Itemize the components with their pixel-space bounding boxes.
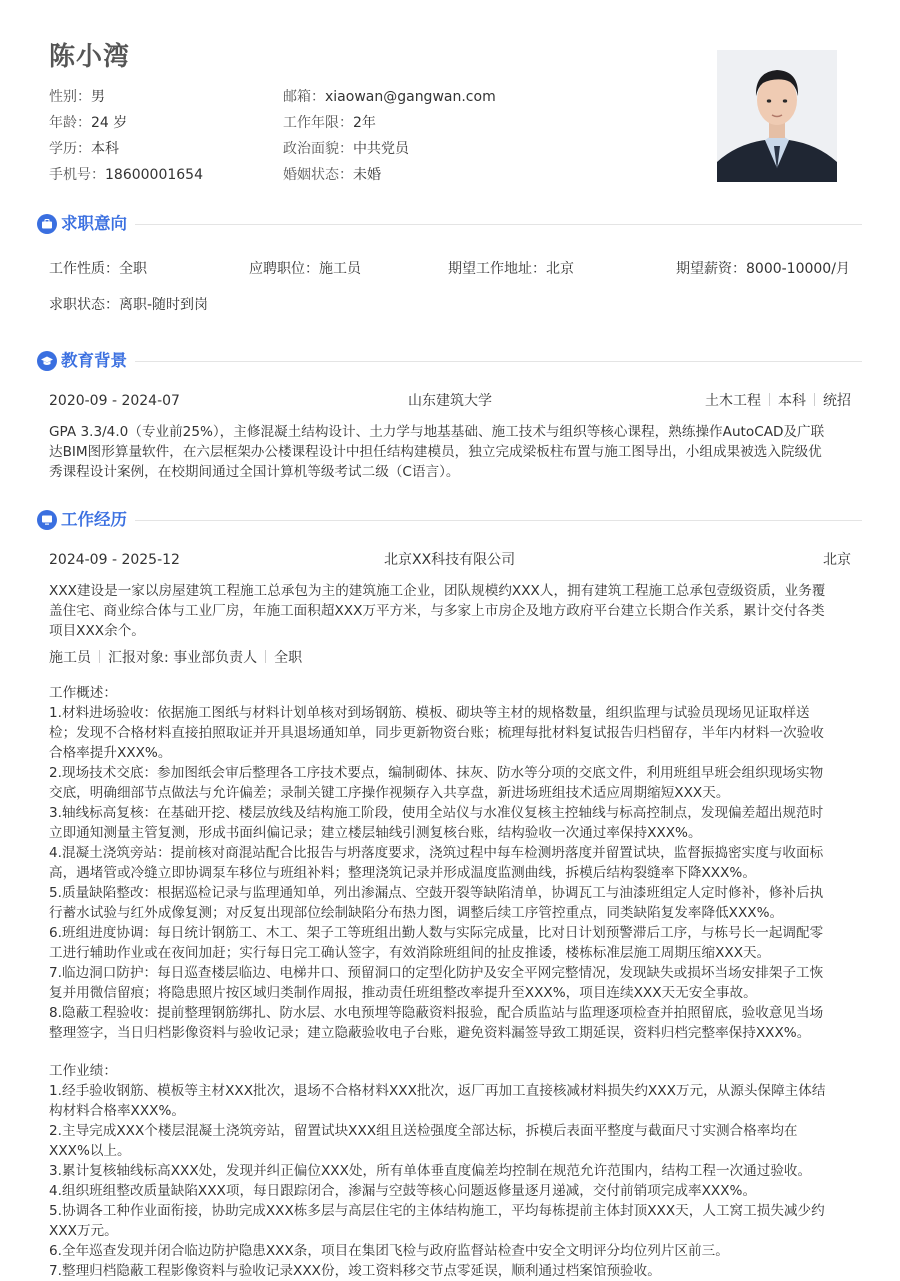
section-title-experience: 工作经历: [61, 510, 127, 529]
info-political-status: 政治面貌：中共党员: [283, 141, 409, 157]
section-divider: [135, 361, 862, 362]
work-duties: 工作概述： 1.材料进场验收：依据施工图纸与材料计划单核对到场钢筋、模板、砌块等主材的规格数量，组织监理与试验员现场见证取样送 检；发现不合格材料直接拍照取证并开具退场通知单，同步更新物资台账；梳理每批材料复试报告归档留存，半年内材料一次验收 合格率提升XXX%。 2.现场技术交底：参加图纸会审后整理各工序技术要点，编制砌体、抹灰、防水等分项的交底文件，利用班组早班会组织现场实物 交底，明确细部节点做法与允许偏差；录制关键工序操作视频存入共享盘，新进场班组技术适应周期缩短XXX天。 3.轴线标高复核：在基础开挖、楼层放线及结构施工阶段，使用全站仪与水准仪复核主控轴线与标高控制点，发现偏差超出规范时 立即通知测量主管复测，形成书面纠偏记录；建立楼层轴线引测复核台账，结构验收一次通过率保持XXX%。 4.混凝土浇筑旁站：提前核对商混站配合比报告与坍落度要求，浇筑过程中每车检测坍落度并留置试块，监督振捣密实度与收面标 高，遇堵管或冷缝立即协调泵车移位与班组补料；整理浇筑记录并形成温度监测曲线，拆模后结构裂缝率下降XXX%。 5.质量缺陷整改：根据巡检记录与监理通知单，列出渗漏点、空鼓开裂等缺陷清单，协调瓦工与油漆班组定人定时修补，修补后执 行蓄水试验与红外成像复测；对反复出现部位绘制缺陷分布热力图，调整后续工序管控重点，同类缺陷复发率降低XXX%。 6.班组进度协调：每日统计钢筋工、木工、架子工等班组出勤人数与实际完成量，比对日计划预警滞后工序，与栋号长一起调配零 工进行辅助作业或在夜间加赶；实行每日完工确认签字，有效消除班组间的扯皮推诿，楼栋标准层施工周期压缩XXX天。 7.临边洞口防护：每日巡查楼层临边、电梯井口、预留洞口的定型化防护及安全平网完整情况，发现缺失或损坏当场安排架子工恢 复并用微信留痕；将隐患照片按区域归类制作周报，推动责任班组整改率提升至XXX%，项目连续XXX天无安全事故。 8.隐蔽工程验收：提前整理钢筋绑扎、防水层、水电预埋等隐蔽资料报验，配合质监站与监理逐项检查并拍照留底，验收意见当场 整理签字，当日归档影像资料与验收记录；建立隐蔽验收电子台账，避免资料漏签导致工期延误，资料归档完整率保持XXX%。: [49, 685, 824, 1041]
section-header-intention: [37, 212, 862, 236]
education-type: 统招: [823, 393, 851, 409]
experience-meta: [49, 648, 302, 668]
experience-report-to: 汇报对象: 事业部负责人: [108, 650, 258, 666]
divider: [99, 650, 100, 663]
divider: [814, 393, 815, 406]
monitor-icon: [37, 510, 57, 530]
info-gender: 性别：男: [49, 89, 105, 105]
experience-period: 2024-09 - 2025-12: [49, 552, 180, 568]
info-email: 邮箱：xiaowan@gangwan.com: [283, 89, 496, 105]
section-divider: [135, 520, 862, 521]
company-description: XXX建设是一家以房屋建筑工程施工总承包为主的建筑施工企业，团队规模约XXX人，拥有建筑工程施工总承包壹级资质，业务覆 盖住宅、商业综合体与工业厂房，年施工面积超XXX万平方米，与多家上市房企及地方政府平台建立长期合作关系，累计交付各类 项目XXX余个。: [49, 583, 826, 639]
section-divider: [135, 224, 862, 225]
education-school: 山东建筑大学: [408, 393, 492, 409]
education-degree: 本科: [778, 393, 806, 409]
info-age: 年龄：24 岁: [49, 115, 128, 131]
education-description: GPA 3.3/4.0（专业前25%），主修混凝土结构设计、土力学与地基基础、施工技术与组织等核心课程，熟练操作AutoCAD及广联 达BIM图形算量软件，在六层框架办公楼课程设计中担任结构建模员，独立完成梁板柱布置与施工图导出，小组成果被选入院级优 秀课程设计案例，在校期间通过全国计算机等级考试二级（C语言）。: [49, 424, 825, 480]
experience-city: 北京: [823, 552, 851, 568]
graduation-cap-icon: [37, 351, 57, 371]
intention-status: 求职状态：离职-随时到岗: [49, 297, 209, 313]
section-header-experience: [37, 508, 862, 532]
intention-location: 期望工作地址：北京: [448, 261, 574, 277]
work-achievements: 工作业绩： 1.经手验收钢筋、模板等主材XXX批次，退场不合格材料XXX批次，返厂再加工直接核减材料损失约XXX万元，从源头保障主体结 构材料合格率XXX%。 2.主导完成XXX个楼层混凝土浇筑旁站，留置试块XXX组且送检强度全部达标，拆模后表面平整度与截面尺寸实测合格率均在 XXX%以上。 3.累计复核轴线标高XXX处，发现并纠正偏位XXX处，所有单体垂直度偏差均控制在规范允许范围内，结构工程一次通过验收。 4.组织班组整改质量缺陷XXX项，每日跟踪闭合，渗漏与空鼓等核心问题返修量逐月递减，交付前销项完成率XXX%。 5.协调各工种作业面衔接，协助完成XXX栋多层与高层住宅的主体结构施工，平均每栋提前主体封顶XXX天，人工窝工损失减少约 XXX万元。 6.全年巡查发现并闭合临边防护隐患XXX条，项目在集团飞检与政府监督站检查中安全文明评分均位列片区前三。 7.整理归档隐蔽工程影像资料与验收记录XXX份，竣工资料移交节点零延误，顺利通过档案馆预验收。: [49, 1063, 826, 1279]
section-title-intention: 求职意向: [61, 214, 127, 233]
section-title-education: 教育背景: [61, 351, 127, 370]
intention-salary: 期望薪资：8000-10000/月: [676, 261, 850, 277]
info-work-years: 工作年限：2年: [283, 115, 376, 131]
profile-photo: [717, 50, 837, 182]
intention-position: 应聘职位：施工员: [249, 261, 361, 277]
education-major: 土木工程: [705, 393, 761, 409]
portrait-image: [717, 50, 837, 182]
experience-company: 北京XX科技有限公司: [384, 552, 516, 568]
divider: [265, 650, 266, 663]
experience-role: 施工员: [49, 650, 91, 666]
info-phone: 手机号：18600001654: [49, 167, 203, 183]
education-meta: [705, 391, 851, 411]
candidate-name: 陈小湾: [49, 42, 131, 72]
info-marital-status: 婚姻状态：未婚: [283, 167, 381, 183]
experience-job-type: 全职: [274, 650, 303, 666]
section-header-education: [37, 349, 862, 373]
briefcase-icon: [37, 214, 57, 234]
intention-job-type: 工作性质：全职: [49, 261, 147, 277]
education-period: 2020-09 - 2024-07: [49, 393, 180, 409]
info-education: 学历：本科: [49, 141, 119, 157]
divider: [769, 393, 770, 406]
